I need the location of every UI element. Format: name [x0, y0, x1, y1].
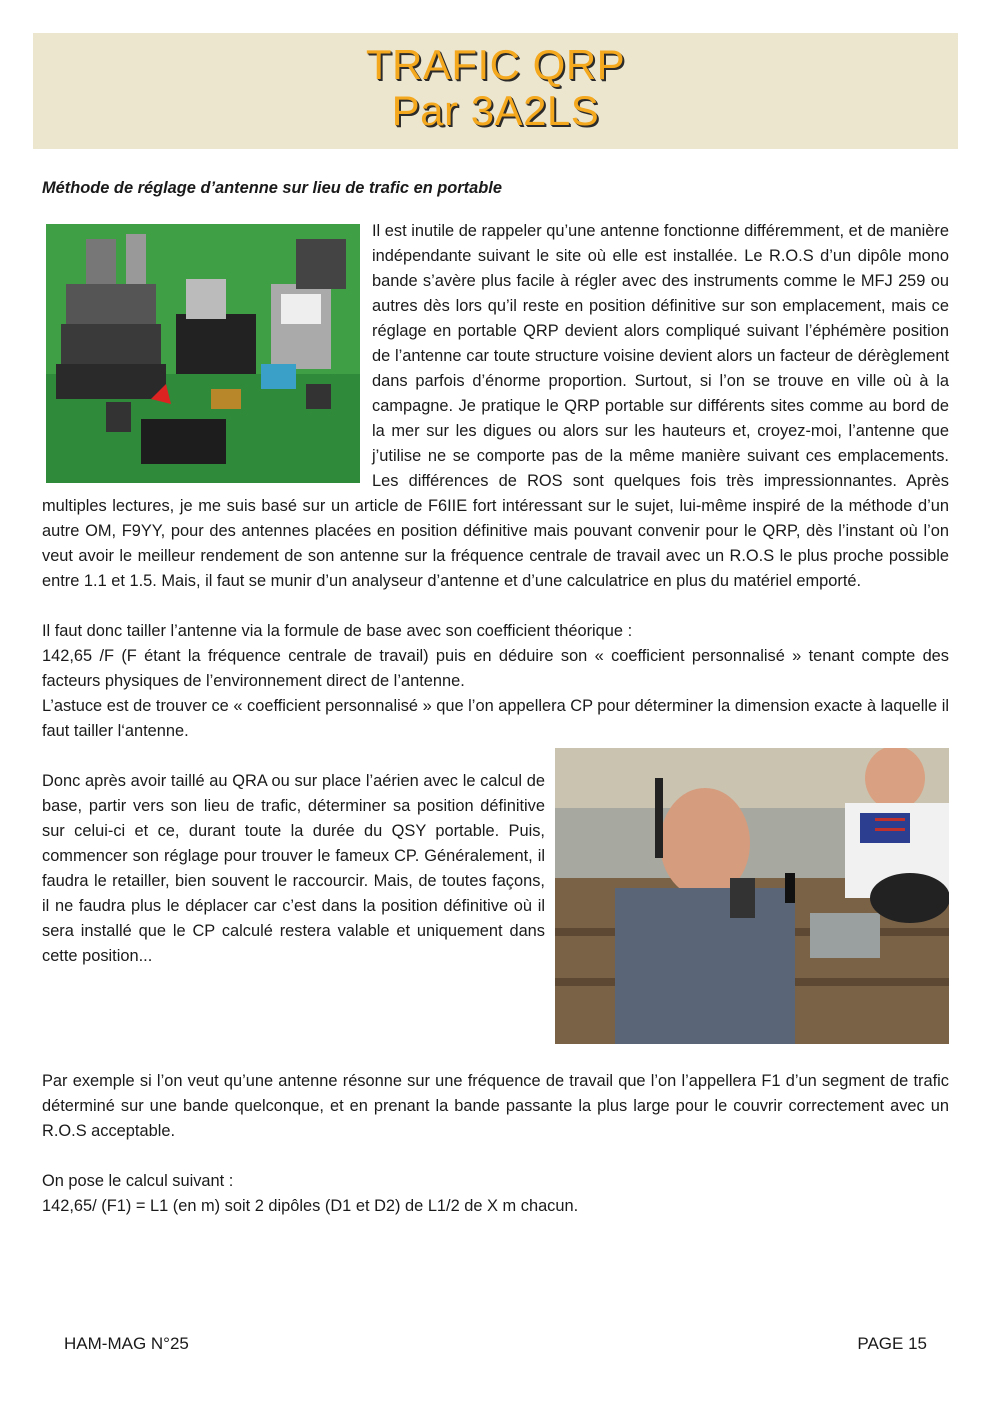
paragraph-7: On pose le calcul suivant : [42, 1172, 234, 1190]
paragraph-8: 142,65/ (F1) = L1 (en m) soit 2 dipôles (D1 et D2) de L1/2 de X m chacun. [42, 1197, 579, 1215]
paragraph-3: 142,65 /F (F étant la fréquence centrale de travail) puis en déduire son « coefficient personnalisé » tenant compte des facteurs physiques de l’environnement direct de l’antenne. [42, 647, 949, 690]
paragraph-1: Il est inutile de rappeler qu’une antenne fonctionne différemment, et de manière indépendante suivant le site où elle est installée. Le R.O.S d’un dipôle mono bande s’avère plus facile à régler avec des instruments comme le MFJ 259 ou autres dès lors qu’il reste en position définitive sur son emplacement, mais ce réglage en portable QRP devient alors compliqué suivant l’éphémère position de l’antenne car toute structure voisine devient alors un facteur de dérèglement dans parfois d’énorme proportion. Surtout, si l’on se trouve en ville où à la campagne. Je pratique le QRP portable sur différents sites comme au bord de la mer sur les digues ou alors sur les hauteurs et, croyez-moi, l’antenne que j’utilise ne se comporte pas de la même manière suivant ces emplacements. Les différences de ROS sont quelques fois très impressionnantes. Après multiples lectures, je me suis basé sur un article de F6IIE fort intéressant sur le sujet, lui-même inspiré de la méthode d’un autre OM, F9YY, pour des antennes placées en position définitive mais pouvant convenir pour le QRP, dès l’instant où l’on veut avoir le meilleur rendement de son antenne sur la fréquence centrale de travail avec un R.O.S le plus proche possible entre 1.1 et 1.5. Mais, il faut se munir d’un analyseur d’antenne et d’une calculatrice en plus du matériel emporté. [42, 222, 949, 590]
title-line-1: TRAFIC QRP [365, 41, 626, 88]
title-line-2: Par 3A2LS [391, 87, 600, 134]
paragraph-5: Donc après avoir taillé au QRA ou sur place l’aérien avec le calcul de base, partir vers son lieu de trafic, déterminer sa position définitive sur celui-ci et ce, durant toute la durée du QSY portable. Puis, commencer son réglage pour trouver le fameux CP. Généralement, il faudra le retailler, bien souvent le raccourcir. Mais, de toutes façons, il ne faudra plus le déplacer car c’est dans la position définitive où il sera installé que le CP calculé restera valable et uniquement dans cette position... [42, 772, 545, 965]
paragraph-2: Il faut donc tailler l’antenne via la formule de base avec son coefficient théorique : [42, 622, 633, 640]
paragraph-6: Par exemple si l’on veut qu’une antenne résonne sur une fréquence de travail que l’on l’appellera F1 d’un segment de trafic déterminé sur une bande quelconque, et en prenant la bande passante la plus large pour le couvrir correctement avec un R.O.S acceptable. [42, 1072, 949, 1140]
portable-operation-photo [555, 748, 949, 1044]
title-banner [33, 33, 958, 149]
footer-page-number: PAGE 15 [857, 1334, 927, 1353]
article-subtitle: Méthode de réglage d’antenne sur lieu de trafic en portable [42, 179, 502, 197]
paragraph-4: L’astuce est de trouver ce « coefficient personnalisé » que l’on appellera CP pour déterminer la dimension exacte à laquelle il faut tailler l‘antenne. [42, 697, 949, 740]
radio-equipment-photo [46, 224, 360, 483]
footer-magazine: HAM-MAG N°25 [64, 1334, 189, 1353]
article-body [42, 176, 949, 1219]
